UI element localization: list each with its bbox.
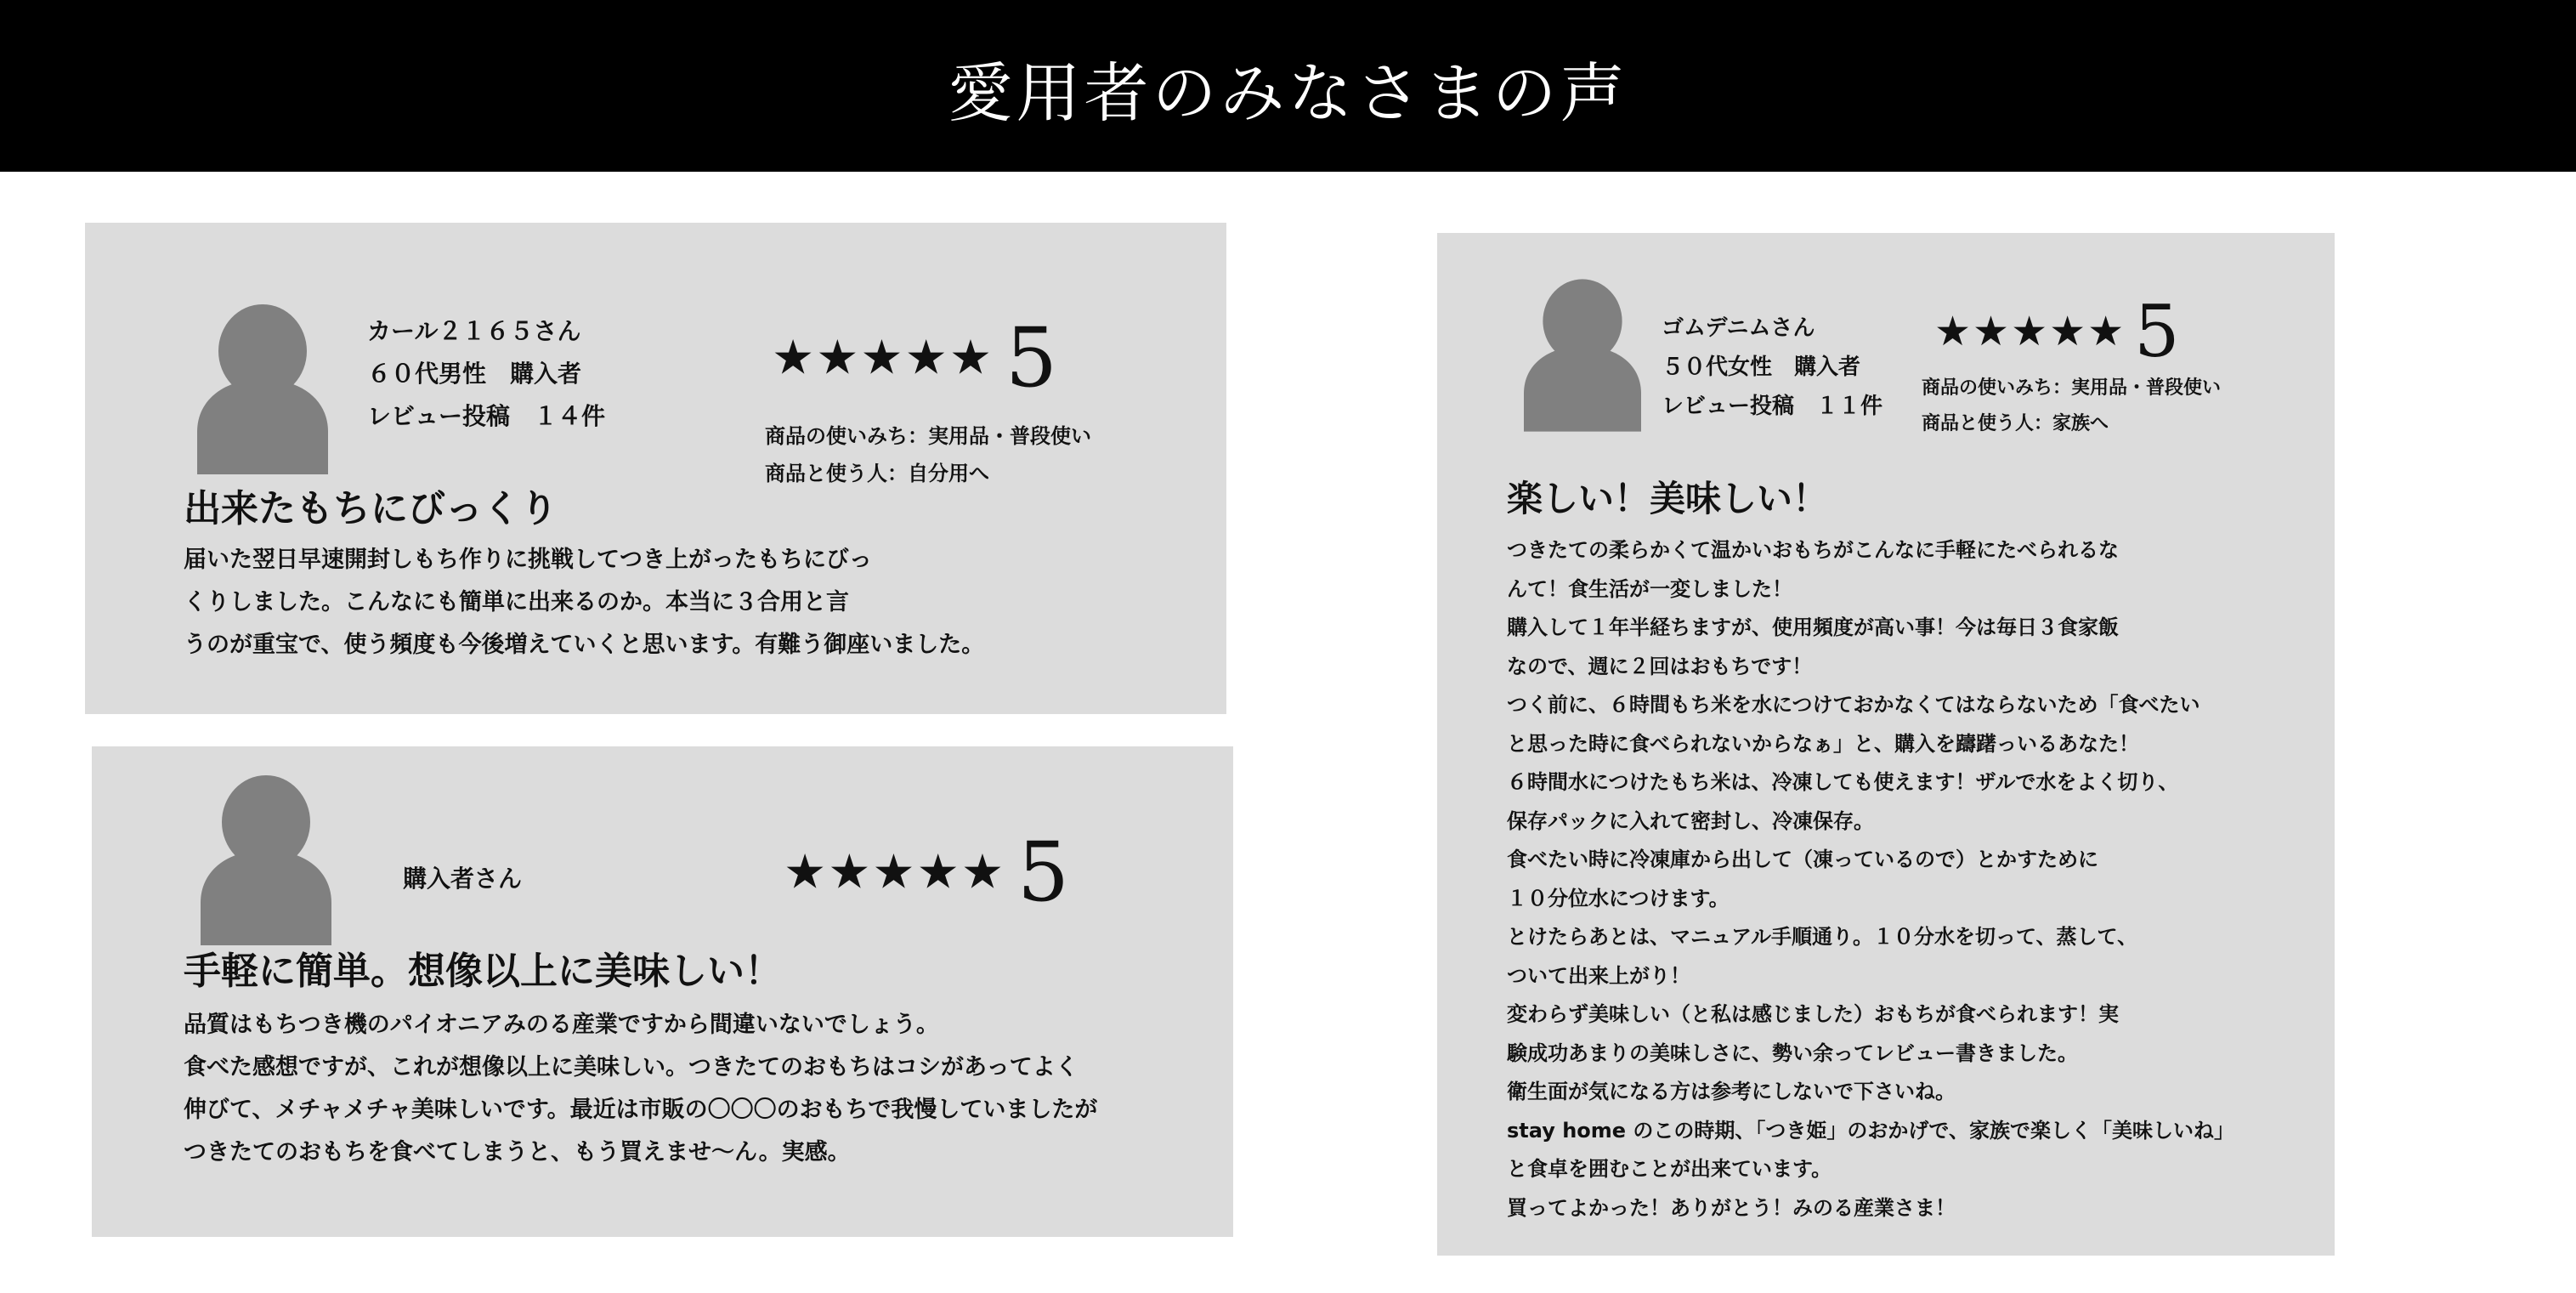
review-line: 届いた翌日早速開封しもち作りに挑戦してつき上がったもちにびっ [184,547,872,573]
reviewer-name: ゴムデニムさん [1662,315,1815,341]
review-line: 品質はもちつき機のパイオニアみのる産業ですから間違いないでしょう。 [184,1012,939,1038]
review-title: 出来たもちにびっくり [184,487,558,530]
review-line: 購入して１年半経ちますが、使用頻度が高い事！今は毎日３食家飯 [1507,615,2119,639]
review-body [1507,531,2234,1228]
reviewer-info [367,310,605,438]
usage-user: 商品と使う人：家族へ [1922,413,2109,434]
reviewer-name: 購入者さん [403,865,523,893]
reviewer-profile: ５０代女性 購入者 [1662,354,1861,380]
rating [1934,290,2180,373]
review-card [92,746,1233,1237]
reviewer-profile: ６０代男性 購入者 [367,360,582,388]
review-line: とけたらあとは、マニュアル手順通り。１０分水を切って、蒸して、 [1507,925,2138,949]
review-line: 買ってよかった！ありがとう！みのる産業さま！ [1507,1195,1956,1220]
usage-user: 商品と使う人：自分用へ [765,462,989,485]
review-line: ついて出来上がり！ [1507,963,1690,988]
usage-info [1922,371,2221,442]
rating [784,825,1069,920]
review-line: 変わらず美味しい（と私は感じました）おもちが食べられます！実 [1507,1002,2119,1026]
person-silhouette-icon [1524,279,1641,432]
person-silhouette-icon [197,304,328,474]
review-line: １０分位水につけます。 [1507,886,1730,910]
review-line: stay home のこの時期、「つき姫」のおかげで、家族で楽しく「美味しいね」 [1507,1118,2234,1143]
page-header [0,0,2576,172]
rating-score: 5 [1005,310,1058,405]
star-rating-icon: ★★★★★ [784,844,1006,900]
review-line: んて！食生活が一変しました！ [1507,576,1792,601]
reviewer-info [403,858,522,900]
reviewer-review-count: レビュー投稿 １４件 [367,402,606,430]
review-line: 験成功あまりの美味しさに、勢い余ってレビュー書きました。 [1507,1041,2078,1065]
usage-purpose: 商品の使いみち：実用品・普段使い [1922,377,2222,399]
rating-score: 5 [2134,290,2180,373]
review-line: 伸びて、メチャメチャ美味しいです。最近は市販の〇〇〇のおもちで我慢していましたが [184,1097,1098,1123]
review-line: と思った時に食べられないからなぁ」と、購入を躊躇っいるあなた！ [1507,731,2139,756]
review-card [1437,233,2335,1256]
review-line: うのが重宝で、使う頻度も今後増えていくと思います。有難う御座いました。 [184,632,985,658]
review-line: なので、週に２回はおもちです！ [1507,654,1813,678]
review-line: つきたての柔らかくて温かいおもちがこんなに手軽にたべられるな [1507,538,2119,562]
rating-score: 5 [1017,825,1070,920]
review-line: 保存パックに入れて密封し、冷凍保存。 [1507,808,1874,833]
reviewer-info [1662,309,1882,426]
review-card [85,223,1226,714]
review-line: 食べた感想ですが、これが想像以上に美味しい。つきたてのおもちはコシがあってよく [184,1054,1079,1080]
review-title: 手軽に簡単。想像以上に美味しい！ [184,950,782,993]
reviewer-name: カール２１６５さん [367,317,581,345]
usage-info [765,417,1091,492]
reviewer-review-count: レビュー投稿 １１件 [1662,394,1883,419]
star-rating-icon: ★★★★★ [772,330,994,386]
review-line: つく前に、６時間もち米を水につけておかなくてはならないため「食べたい [1507,693,2200,717]
review-line: ６時間水につけたもち米は、冷凍しても使えます！ザルで水をよく切り、 [1507,770,2179,794]
person-silhouette-icon [201,775,331,945]
rating [772,310,1057,405]
review-title: 楽しい！美味しい！ [1507,478,1829,519]
star-rating-icon: ★★★★★ [1934,308,2126,355]
usage-purpose: 商品の使いみち：実用品・普段使い [765,424,1091,448]
page-title: 愛用者のみなさまの声 [948,55,1628,131]
review-line: 食べたい時に冷凍庫から出して（凍っているので）とかすために [1507,848,2098,871]
review-body [184,1004,1097,1174]
review-line: くりしました。こんなにも簡単に出来るのか。本当に３合用と言 [184,589,849,615]
review-line: と食卓を囲むことが出来ています。 [1507,1157,1832,1181]
review-body [184,539,984,666]
review-line: つきたてのおもちを食べてしまうと、もう買えませ〜ん。実感。 [184,1139,851,1165]
review-line: 衛生面が気になる方は参考にしないで下さいね。 [1507,1080,1956,1103]
